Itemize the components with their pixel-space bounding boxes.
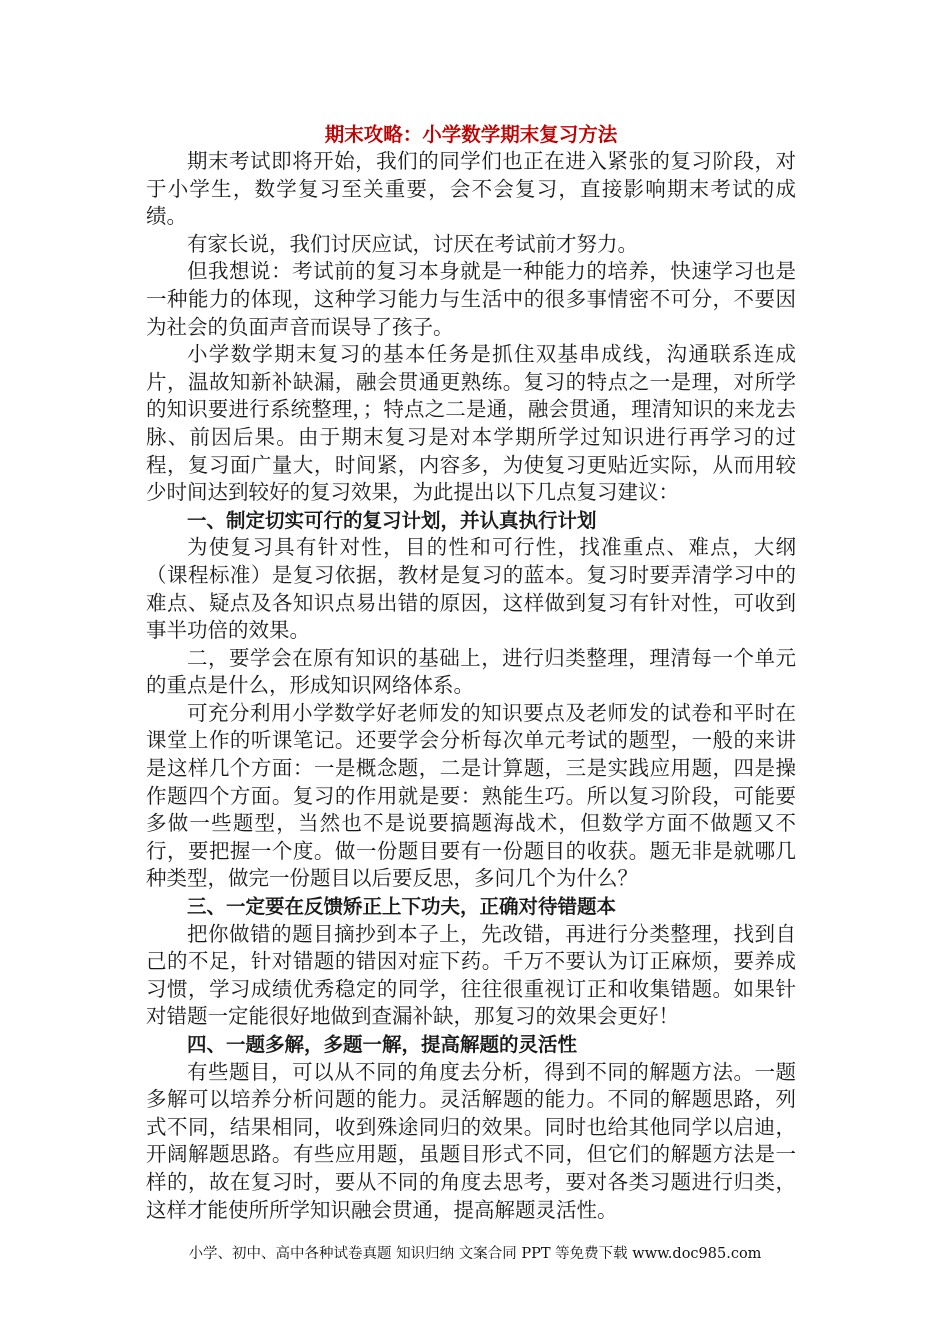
paragraph: 小学数学期末复习的基本任务是抓住双基串成线，沟通联系连成片，温故知新补缺漏，融会贯通更熟练。复习的特点之一是理，对所学的知识要进行系统整理，；特点之二是通，融会贯通，理清知识的来龙去脉、前因后果。由于期末复习是对本学期所学过知识进行再学习的过程，复习面广量大，时间紧，内容多，为使复习更贴近实际，从而用较少时间达到较好的复习效果，为此提出以下几点复习建议： (146, 342, 796, 505)
paragraph: 但我想说：考试前的复习本身就是一种能力的培养，快速学习也是一种能力的体现，这种学习能力与生活中的很多事情密不可分，不要因为社会的负面声音而误导了孩子。 (146, 259, 796, 339)
section-heading: 一、制定切实可行的复习计划，并认真执行计划 (187, 508, 597, 532)
page-footer: 小学、初中、高中各种试卷真题 知识归纳 文案合同 PPT 等免费下载 www.doc985.com (188, 1246, 762, 1262)
paragraph: 把你做错的题目摘抄到本子上，先改错，再进行分类整理，找到自己的不足，针对错题的错因对症下药。千万不要认为订正麻烦，要养成习惯，学习成绩优秀稳定的同学，往往很重视订正和收集错题。如果针对错题一定能很好地做到查漏补缺，那复习的效果会更好！ (146, 921, 796, 1029)
page-title: 期末攻略：小学数学期末复习方法 (324, 123, 618, 146)
paragraph: 可充分利用小学数学好老师发的知识要点及老师发的试卷和平时在课堂上作的听课笔记。还要学会分析每次单元考试的题型，一般的来讲是这样几个方面：一是概念题，二是计算题，三是实践应用题，四是操作题四个方面。复习的作用就是要：熟能生巧。所以复习阶段，可能要多做一些题型，当然也不是说要搞题海战术，但数学方面不做题又不行，要把握一个度。做一份题目要有一份题目的收获。题无非是就哪几种类型，做完一份题目以后要反思，多问几个为什么？ (146, 700, 796, 891)
paragraph: 有家长说，我们讨厌应试，讨厌在考试前才努力。 (187, 231, 638, 256)
paragraph: 有些题目，可以从不同的角度去分析，得到不同的解题方法。一题多解可以培养分析问题的能力。灵活解题的能力。不同的解题思路，列式不同，结果相同，收到殊途同归的效果。同时也给其他同学以启迪，开阔解题思路。有些应用题，虽题目形式不同，但它们的解题方法是一样的，故在复习时，要从不同的角度去思考，要对各类习题进行归类，这样才能使所所学知识融会贯通，提高解题灵活性。 (146, 1059, 796, 1222)
section-heading: 四、一题多解，多题一解，提高解题的灵活性 (187, 1033, 578, 1056)
paragraph: 期末考试即将开始，我们的同学们也正在进入紧张的复习阶段，对于小学生，数学复习至关重要，会不会复习，直接影响期末考试的成绩。 (146, 149, 796, 229)
document-body (146, 122, 796, 1224)
section-heading: 三、一定要在反馈矫正上下功夫，正确对待错题本 (187, 895, 617, 919)
paragraph: 二，要学会在原有知识的基础上，进行归类整理，理清每一个单元的重点是什么，形成知识网络体系。 (146, 645, 796, 698)
paragraph: 为使复习具有针对性，目的性和可行性，找准重点、难点，大纲（课程标准）是复习依据，教材是复习的蓝本。复习时要弄清学习中的难点、疑点及各知识点易出错的原因，这样做到复习有针对性，可收到事半功倍的效果。 (146, 535, 796, 643)
